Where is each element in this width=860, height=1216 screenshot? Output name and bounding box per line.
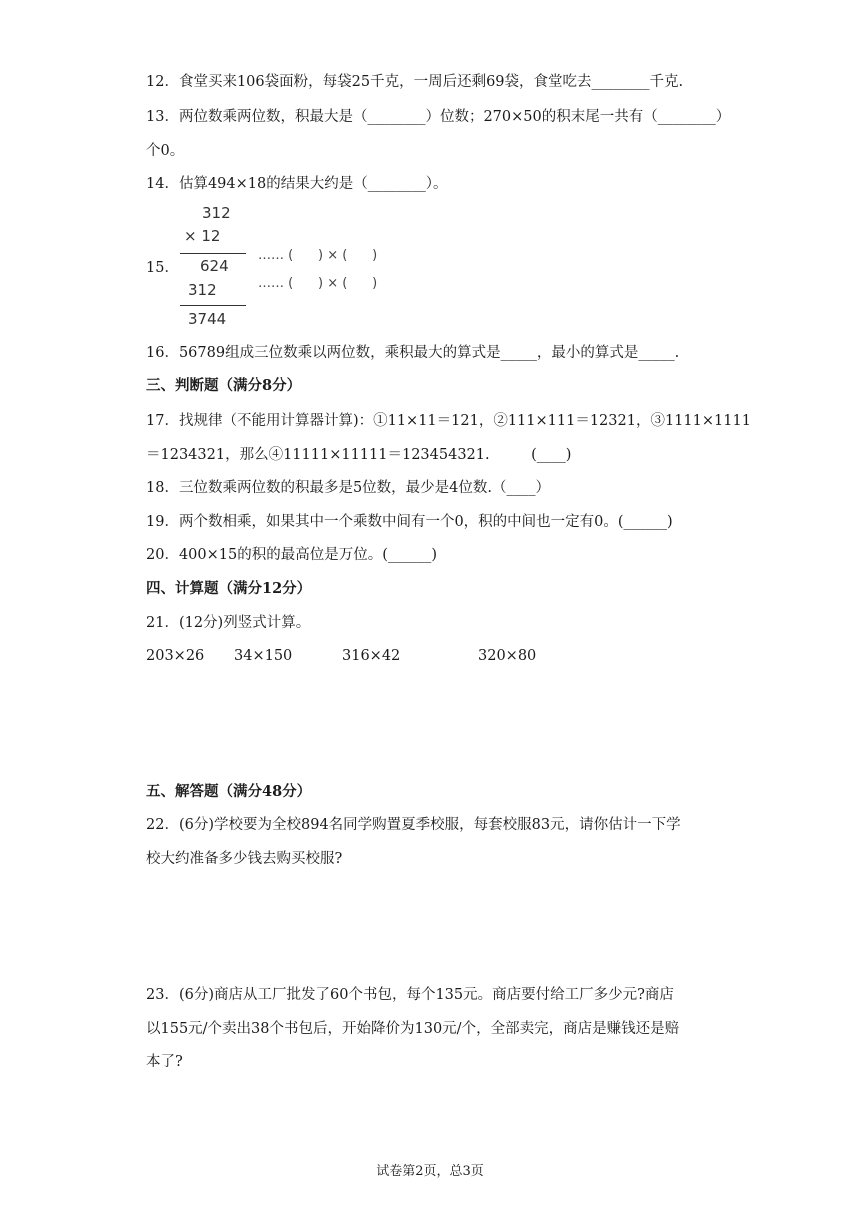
question-17-line1: 17．找规律（不能用计算器计算)：①11×11＝121，②111×111＝12321，③1111×1111	[146, 413, 751, 429]
calc-item-1: 203×26	[146, 648, 205, 664]
question-19: 19．两个数相乘，如果其中一个乘数中间有一个0，积的中间也一定有0。(______)	[146, 514, 673, 530]
section-4-heading: 四、计算题（满分12分）	[146, 580, 312, 597]
question-20: 20．400×15的积的最高位是万位。(______)	[146, 547, 438, 563]
question-23-line1: 23．(6分)商店从工厂批发了60个书包，每个135元。商店要付给工厂多少元?商店	[146, 987, 674, 1003]
section-3-heading: 三、判断题（满分8分）	[146, 377, 302, 394]
annotation-row-1: …… ( ) × ( )	[258, 248, 378, 263]
section-5-heading: 五、解答题（满分48分）	[146, 783, 312, 800]
question-23-line2: 以155元/个卖出38个书包后，开始降价为130元/个，全部卖完，商店是赚钱还是赔	[146, 1021, 680, 1037]
question-17-line2: ＝1234321，那么④11111×11111＝123454321. (____)	[146, 447, 572, 463]
question-12: 12．食堂买来106袋面粉，每袋25千克，一周后还剩69袋，食堂吃去________千克.	[146, 74, 684, 90]
calc-item-2: 34×150	[234, 648, 293, 664]
partial-product-1: 624	[200, 257, 229, 275]
question-13-line2: 个0。	[146, 143, 185, 159]
rule-2	[180, 305, 246, 306]
question-18: 18．三位数乘两位数的积最多是5位数，最少是4位数.（____）	[146, 480, 551, 496]
multiplicand: 312	[202, 204, 231, 222]
annotation-row-2: …… ( ) × ( )	[258, 276, 378, 291]
final-product: 3744	[188, 310, 227, 328]
calc-item-3: 316×42	[342, 648, 401, 664]
multiplier: × 12	[184, 227, 221, 245]
page-footer: 试卷第2页，总3页	[376, 1164, 484, 1179]
question-21: 21．(12分)列竖式计算。	[146, 615, 311, 631]
question-23-line3: 本了?	[146, 1054, 183, 1070]
question-14: 14．估算494×18的结果大约是（________）。	[146, 176, 448, 192]
question-22-line2: 校大约准备多少钱去购买校服?	[146, 851, 343, 867]
vertical-multiplication	[170, 200, 430, 332]
question-13-line1: 13．两位数乘两位数，积最大是（________）位数；270×50的积末尾一共有（________）	[146, 109, 731, 125]
question-22-line1: 22．(6分)学校要为全校894名同学购置夏季校服，每套校服83元，请你估计一下学	[146, 817, 681, 833]
question-15-label: 15．	[146, 260, 179, 276]
rule-1	[180, 253, 246, 254]
calc-item-4: 320×80	[478, 648, 537, 664]
partial-product-2: 312	[188, 281, 217, 299]
question-16: 16．56789组成三位数乘以两位数，乘积最大的算式是_____，最小的算式是_____.	[146, 345, 680, 361]
